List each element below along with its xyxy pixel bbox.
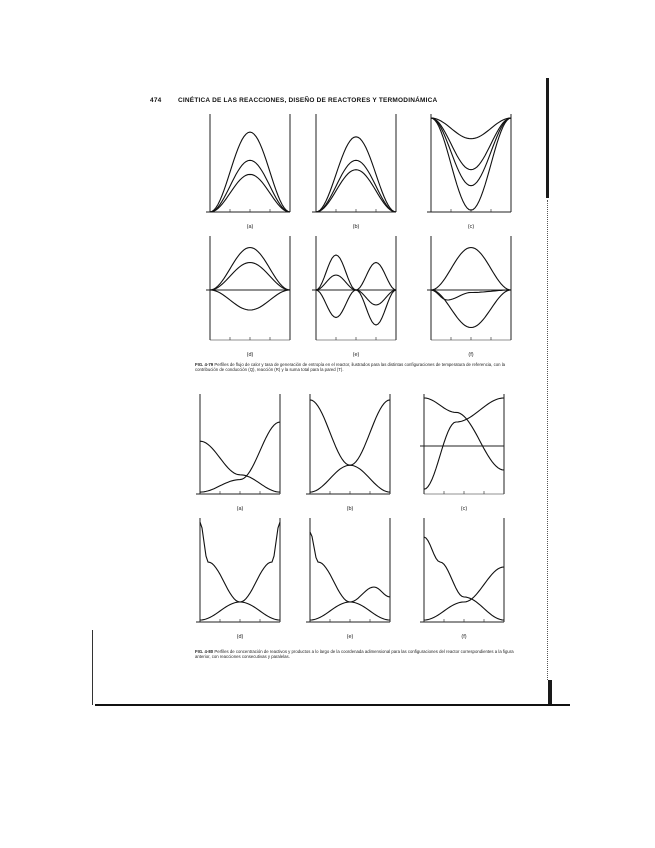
series-line [210,132,290,212]
figure-caption-bottom [195,649,515,660]
panel-label: (f) [461,634,467,640]
panel-label: (a) [236,506,244,512]
series-line [431,290,511,328]
panel-label: (c) [460,506,468,512]
series-line [310,532,390,620]
series-line [210,290,290,310]
chart-panel-9 [420,394,504,512]
chart-panel-11 [306,518,390,640]
series-line [424,398,504,489]
chart-panel-6 [427,236,511,358]
chart-panel-7 [196,394,280,512]
series-line [316,160,396,212]
series-line [210,174,290,212]
series-line [200,441,280,492]
series-line [310,587,390,620]
chart-panel-10 [196,518,280,640]
chart-panel-2 [312,114,396,230]
series-line [424,398,504,470]
chart-panel-1 [206,114,290,230]
panel-label: (b) [346,506,354,512]
scan-edge-mark [546,78,549,198]
chart-panel-4 [206,236,290,358]
scan-edge-mark [548,680,552,704]
series-line [431,118,511,170]
series-line [200,522,280,620]
running-title: CINÉTICA DE LAS REACCIONES, DISEÑO DE REACTORES Y TERMODINÁMICA [178,97,438,104]
series-line [210,263,290,291]
panel-label: (f) [468,352,474,358]
figure-caption-top [195,362,515,373]
chart-panel-5 [312,236,396,358]
chart-panel-12 [420,518,504,640]
series-line [431,248,511,291]
panel-label: (b) [352,224,360,230]
caption-text: Perfiles de concentración de reactivos y productos a lo largo de la coordenada adimensional para las configuraciones del reactor correspondientes a la figura anterior, con reacciones consecutivas y paralelas. [195,649,514,660]
series-line [424,567,504,620]
panel-label: (d) [246,352,254,358]
page-bottom-rule [95,704,570,706]
series-line [424,537,504,620]
page-number: 474 [150,97,162,104]
series-line [200,522,280,620]
series-line [316,170,396,212]
panel-label: (c) [467,224,475,230]
series-line [200,422,280,492]
panel-label: (d) [236,634,244,640]
scan-edge-dots [547,200,549,680]
panel-label: (e) [352,352,360,358]
panel-label: (a) [246,224,254,230]
chart-panel-8 [306,394,390,512]
panel-label: (e) [346,634,354,640]
chart-panel-3 [427,114,511,230]
caption-label: FIG. 4-80 [195,649,214,654]
caption-label: FIG. 4-79 [195,362,214,367]
scan-left-mark [92,630,93,705]
caption-text: Perfiles de flujo de calor y tasa de generación de entropía en el reactor, ilustrados para las distintas configuraciones de temperatura de referencia, con la contribución de conducción (Q), reacción (R) y la suma total para la pared (T). [195,362,506,373]
